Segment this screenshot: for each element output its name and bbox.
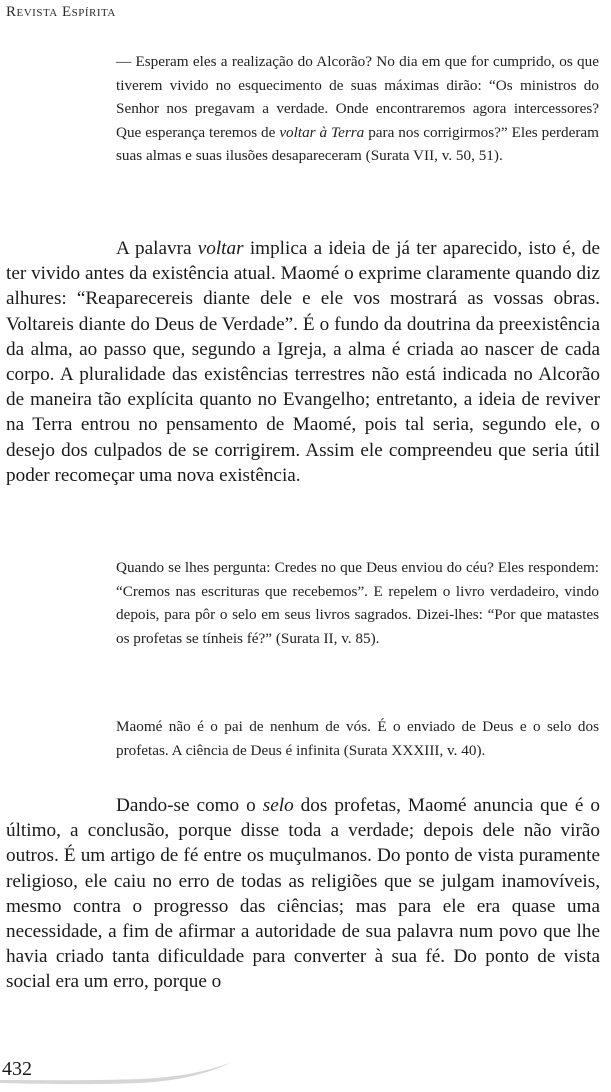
paragraph-2-text bbox=[6, 793, 600, 995]
paragraph-1-lead: A palavra bbox=[116, 238, 198, 259]
paragraph-1-rest: implica a ideia de já ter aparecido, isto é, de ter vivido antes da existência atual. Maomé o exprime claramente quando diz alhures: “Reaparecereis diante dele e ele vos mostrará as vossas obras. Voltareis diante do Deus de Verdade”. É o fundo da doutrina da preexistência da alma, ao passo que, segundo a Igreja, a alma é criada ao nascer de cada corpo. A pluralidade das existências terrestres não está indicada no Alcorão de maneira tão explícita quanto no Evangelho; entretanto, a ideia de reviver na Terra entrou no pensamento de Maomé, pois tal seria, segundo ele, o desejo dos culpados de se corrigirem. Assim ele compreendeu que seria útil poder recomeçar uma nova existência. bbox=[6, 238, 600, 486]
page-number-swoosh bbox=[0, 1060, 240, 1090]
quote-3-text: Maomé não é o pai de nenhum de vós. É o enviado de Deus e o selo dos profetas. A ciência de Deus é infinita (Surata XXXIII, v. 40). bbox=[116, 718, 599, 759]
body-paragraph-2 bbox=[6, 793, 600, 995]
quote-1-text bbox=[116, 50, 599, 168]
quote-2-text: Quando se lhes pergunta: Credes no que Deus enviou do céu? Eles respondem: “Cremos nas escrituras que recebemos”. E repelem o livro verdadeiro, vindo depois, para pôr o selo em seus livros sagrados. Dizei-lhes: “Por que matastes os profetas se tínheis fé?” (Surata II, v. 85). bbox=[116, 559, 599, 647]
quote-1-italic: voltar à Terra bbox=[279, 123, 365, 141]
quote-1-text-end: para nos corrigirmos?” Eles perderam suas almas e suas ilusões desapareceram (Surata VII, v. 50, 51). bbox=[116, 123, 599, 164]
quote-block-1 bbox=[116, 50, 599, 168]
running-header: Revista Espírita bbox=[6, 4, 116, 20]
paragraph-2-lead: Dando-se como o bbox=[116, 795, 263, 816]
quote-1-text-start: — Esperam eles a realização do Alcorão? No dia em que for cumprido, os que tiverem vivido no esquecimento de suas máximas dirão: “Os ministros do Senhor nos pregavam a verdade. Onde encontraremos agora intercessores? Que esperança teremos de bbox=[116, 53, 599, 141]
body-paragraph-1 bbox=[6, 236, 600, 488]
paragraph-2-rest: dos profetas, Maomé anuncia que é o último, a conclusão, porque disse toda a verdade; depois dele não virão outros. É um artigo de fé entre os muçulmanos. Do ponto de vista puramente religioso, ele caiu no erro de todas as religiões que se julgam inamovíveis, mesmo contra o progresso das ciências; mas para ele era quase uma necessidade, a fim de afirmar a autoridade de sua palavra num povo que lhe havia criado tanta dificuldade para converter à sua fé. Do ponto de vista social era um erro, porque o bbox=[6, 795, 600, 993]
quote-block-3 bbox=[116, 715, 599, 762]
paragraph-1-text bbox=[6, 236, 600, 488]
page-number: 432 bbox=[2, 1058, 32, 1080]
paragraph-2-italic: selo bbox=[262, 795, 294, 816]
paragraph-1-italic: voltar bbox=[197, 238, 244, 259]
quote-block-2 bbox=[116, 556, 599, 650]
